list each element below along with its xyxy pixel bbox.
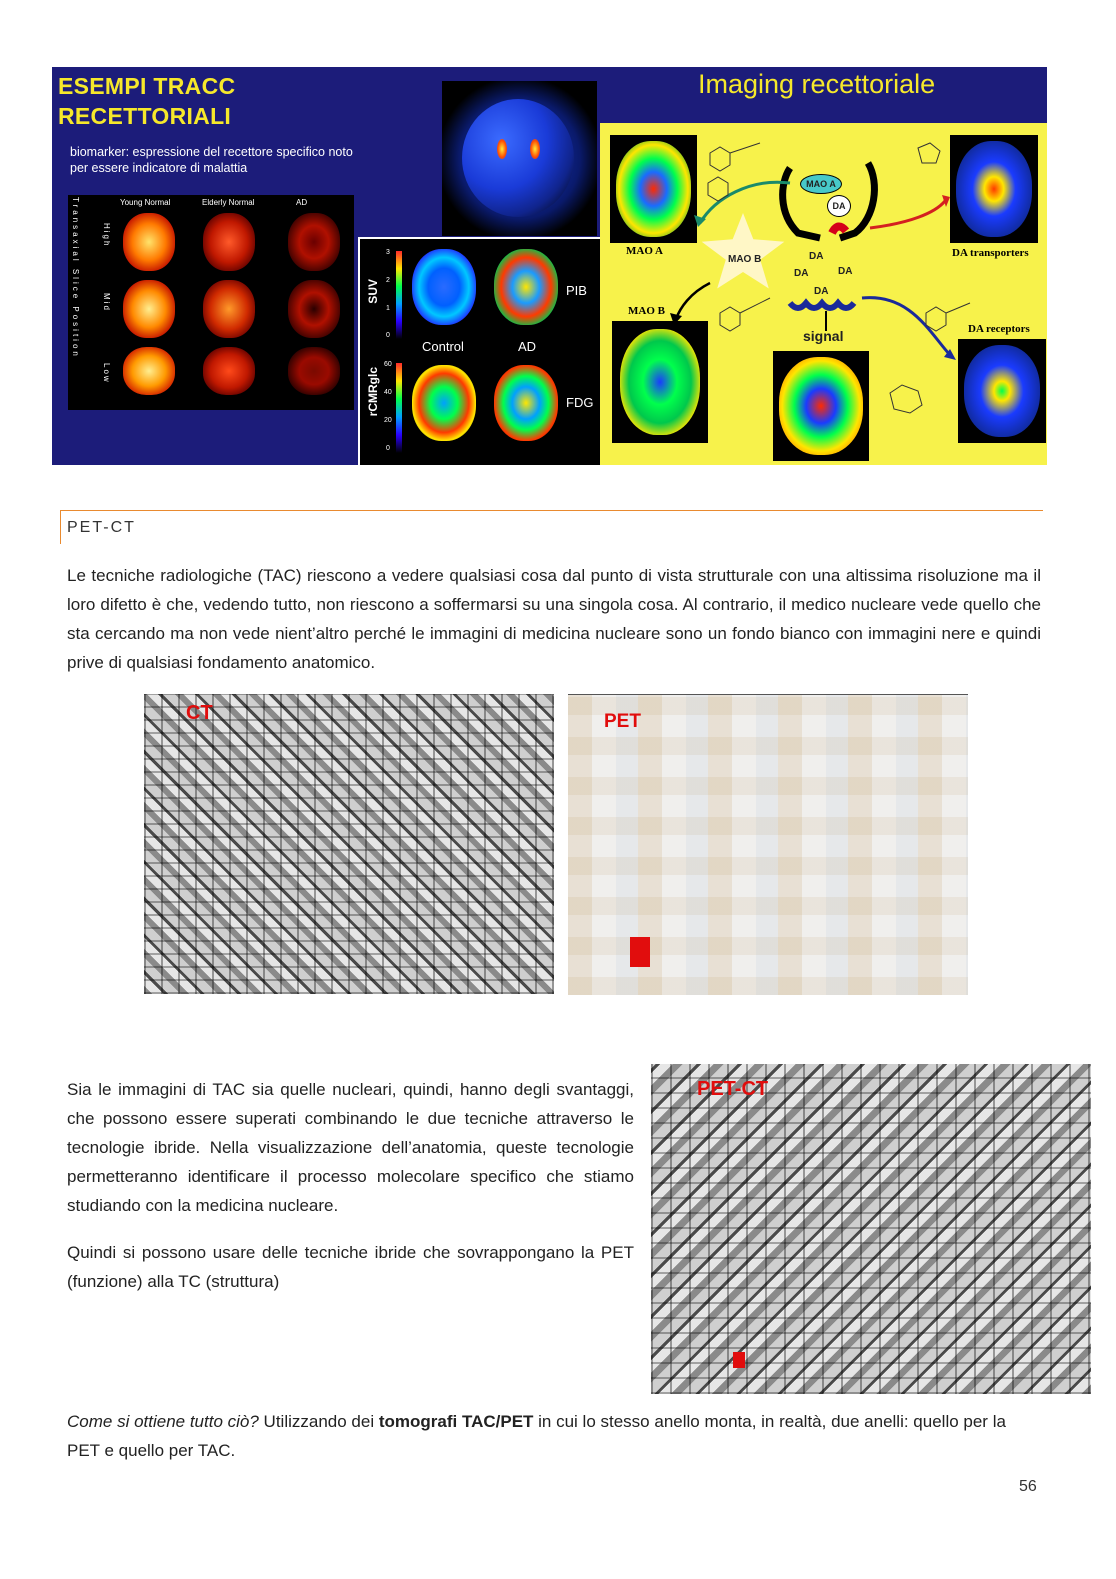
pib-fdg-panel	[358, 237, 600, 465]
section-title: PET-CT	[67, 519, 136, 536]
slice-brain-young-mid	[123, 280, 175, 338]
fdg-label: FDG	[566, 395, 594, 410]
da-label-2: DA	[794, 268, 809, 279]
slice-row-low: Low	[102, 363, 111, 384]
p4-text-2: in cui lo stesso anello monta, in realtà, due anelli: quello per la PET e quello per TAC.	[67, 1412, 1006, 1460]
slice-side-label: Transaxial Slice Position	[71, 197, 80, 359]
pib-control-brain	[412, 249, 476, 325]
da-label-3: DA	[838, 266, 853, 277]
slice-brain-ad-low	[288, 347, 340, 395]
rcmr-tick-0: 0	[386, 445, 390, 452]
slice-col-elderly: Elderly Normal	[202, 198, 255, 207]
mao-a-oval: MAO A	[800, 174, 842, 194]
rcmr-tick-60: 60	[384, 361, 392, 368]
slice-brain-elderly-low	[203, 347, 255, 395]
signal-label: signal	[803, 328, 844, 344]
pet-brain	[462, 99, 574, 217]
receptor-imaging-panel	[600, 123, 1047, 465]
slide-subtitle: biomarker: espressione del recettore specifico noto per essere indicatore di malattia	[70, 145, 353, 175]
slide-title-left: ESEMPI TRACC RECETTORIALI	[58, 73, 236, 129]
mao-a-label: MAO A	[626, 245, 663, 257]
question-text: Come si ottiene tutto ciò?	[67, 1412, 259, 1431]
section-bar	[60, 510, 61, 544]
suv-color-scale	[396, 251, 402, 339]
da-transporters-label: DA transporters	[952, 247, 1029, 259]
pet-ct-illustration	[651, 1064, 1091, 1394]
mao-b-star-label: MAO B	[728, 254, 762, 265]
slide-title-right: Imaging recettoriale	[698, 69, 936, 99]
p4-text-1: Utilizzando dei	[258, 1412, 379, 1431]
rcmr-axis-label: rCMRglc	[366, 367, 380, 417]
pib-label: PIB	[566, 283, 587, 298]
striatum-hotspot-left	[497, 139, 507, 159]
rcmr-color-scale	[396, 363, 402, 453]
suv-axis-label: SUV	[366, 279, 380, 304]
da-transporter-arrow	[870, 201, 945, 228]
paragraph-intro: Le tecniche radiologiche (TAC) riescono a vedere qualsiasi cosa dal punto di vista strutturale con una altissima risoluzione ma il loro difetto è che, vedendo tutto, non riescono a soffermarsi su una singola cosa. Al contrario, il medico nucleare vede quello che sta cercando ma non vede nient’altro perché le immagini di medicina nucleare sono un fondo bianco con immagini nere e quindi prive di qualsiasi fondamento anatomico.	[67, 566, 1041, 672]
mao-a-arrow	[700, 182, 790, 223]
da-circle: DA	[827, 195, 851, 217]
pet-label: PET	[604, 711, 641, 732]
slice-row-high: High	[102, 223, 111, 248]
rcmr-tick-40: 40	[384, 389, 392, 396]
suv-tick-3: 3	[386, 249, 390, 256]
pet-ct-hotspot	[733, 1352, 745, 1368]
pet-illustration	[568, 694, 968, 995]
da-receptors-label: DA receptors	[968, 323, 1030, 335]
tomografi-term: tomografi TAC/PET	[378, 1412, 534, 1431]
slice-brain-ad-high	[288, 213, 340, 271]
ct-label: CT	[186, 702, 213, 724]
da-receptor-blue	[790, 303, 854, 308]
slice-brain-young-low	[123, 347, 175, 395]
paragraph-hybrid: Sia le immagini di TAC sia quelle nucleari, quindi, hanno degli svantaggi, che possono essere superati combinando le due tecniche attraverso le tecnologie ibride. Nella visualizzazione dell’anatomia, queste tecnologie permetteranno identificare il processo molecolare specifico che stiamo studiando con la medicina nucleare.	[67, 1080, 634, 1215]
section-rule	[60, 510, 1043, 511]
pib-ad-brain	[494, 249, 558, 325]
suv-tick-0: 0	[386, 332, 390, 339]
slice-col-ad: AD	[296, 198, 308, 207]
page-number: 56	[1019, 1478, 1037, 1495]
da-transporter-red	[832, 226, 846, 233]
paragraph-tomografi	[67, 1407, 1041, 1465]
slice-col-young: Young Normal	[120, 198, 171, 207]
suv-tick-1: 1	[386, 305, 390, 312]
mao-b-arrowhead	[670, 313, 682, 325]
transaxial-slice-panel	[68, 195, 354, 410]
ad-label: AD	[518, 339, 537, 354]
receptor-tracer-slide	[52, 67, 1047, 465]
pet-brain-scan-top	[442, 81, 597, 236]
fdg-ad-brain	[494, 365, 558, 441]
pet-hotspot	[630, 937, 650, 967]
striatum-hotspot-right	[530, 139, 540, 159]
paragraph-hybrid-overlay: Quindi si possono usare delle tecniche ibride che sovrappongano la PET (funzione) alla TC (struttura)	[67, 1243, 634, 1291]
slice-row-mid: Mid	[102, 293, 111, 312]
slice-brain-elderly-mid	[203, 280, 255, 338]
slice-brain-elderly-high	[203, 213, 255, 271]
pet-ct-label: PET-CT	[697, 1078, 769, 1100]
da-receptor-arrow	[862, 298, 950, 355]
rcmr-tick-20: 20	[384, 417, 392, 424]
molecule-sketches	[708, 143, 970, 413]
mao-b-label: MAO B	[628, 305, 665, 317]
suv-tick-2: 2	[386, 277, 390, 284]
control-label: Control	[422, 339, 464, 354]
da-label-1: DA	[809, 251, 824, 262]
mao-b-arrow	[676, 283, 710, 319]
fdg-control-brain	[412, 365, 476, 441]
slice-brain-ad-mid	[288, 280, 340, 338]
ct-illustration	[144, 694, 554, 994]
da-label-4: DA	[814, 286, 829, 297]
slice-brain-young-high	[123, 213, 175, 271]
presynaptic-membrane-left	[783, 168, 820, 238]
receptor-pathway-diagram	[600, 123, 1047, 465]
